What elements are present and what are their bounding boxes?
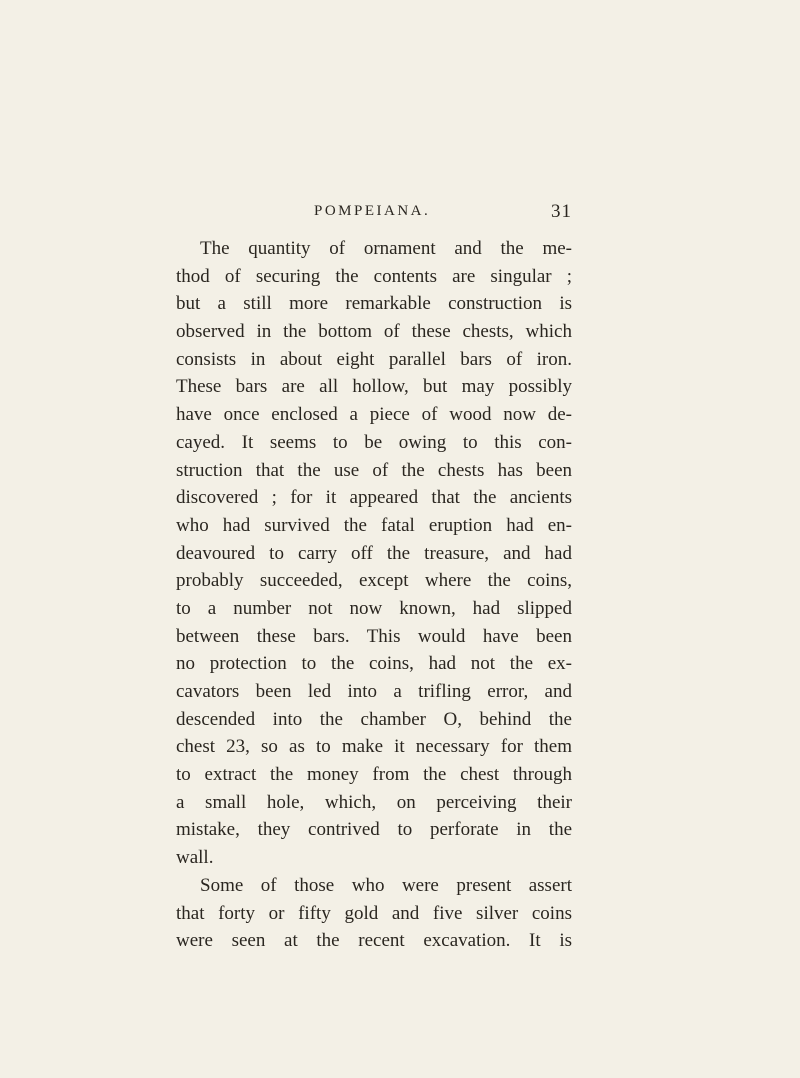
running-head (176, 203, 572, 225)
text-line: These bars are all hollow, but may possibly (176, 376, 572, 398)
text-line: Some of those who were present assert (200, 874, 572, 896)
text-line: who had survived the fatal eruption had en- (176, 514, 572, 536)
text-line: mistake, they contrived to perforate in the (176, 819, 572, 841)
text-line: that forty or fifty gold and five silver coins (176, 902, 572, 924)
text-line: a small hole, which, on perceiving their (176, 791, 572, 813)
text-line: The quantity of ornament and the me- (200, 238, 572, 259)
text-line: consists in about eight parallel bars of iron. (176, 348, 572, 370)
text-line: cayed. It seems to be owing to this con- (176, 431, 572, 453)
text-line: but a still more remarkable construction is (176, 293, 572, 315)
text-line: were seen at the recent excavation. It is (176, 930, 572, 952)
page-number: 31 (551, 201, 572, 222)
text-line: between these bars. This would have been (176, 625, 572, 647)
body-text (176, 235, 572, 955)
text-line: struction that the use of the chests has been (176, 459, 572, 481)
text-line: chest 23, so as to make it necessary for them (176, 736, 572, 758)
text-line: probably succeeded, except where the coins, (176, 570, 572, 592)
text-line: observed in the bottom of these chests, which (176, 321, 572, 343)
text-line: no protection to the coins, had not the ex- (176, 653, 572, 675)
text-line: deavoured to carry off the treasure, and had (176, 542, 572, 564)
text-line: discovered ; for it appeared that the ancients (176, 487, 572, 509)
text-line: thod of securing the contents are singular ; (176, 265, 572, 287)
text-line: have once enclosed a piece of wood now de- (176, 404, 572, 426)
text-line: to extract the money from the chest through (176, 764, 572, 786)
text-line: cavators been led into a trifling error, and (176, 681, 572, 702)
text-line: descended into the chamber O, behind the (176, 708, 572, 730)
text-line: wall. (176, 847, 214, 869)
running-title: POMPEIANA. (314, 203, 431, 219)
text-line: to a number not now known, had slipped (176, 597, 572, 619)
